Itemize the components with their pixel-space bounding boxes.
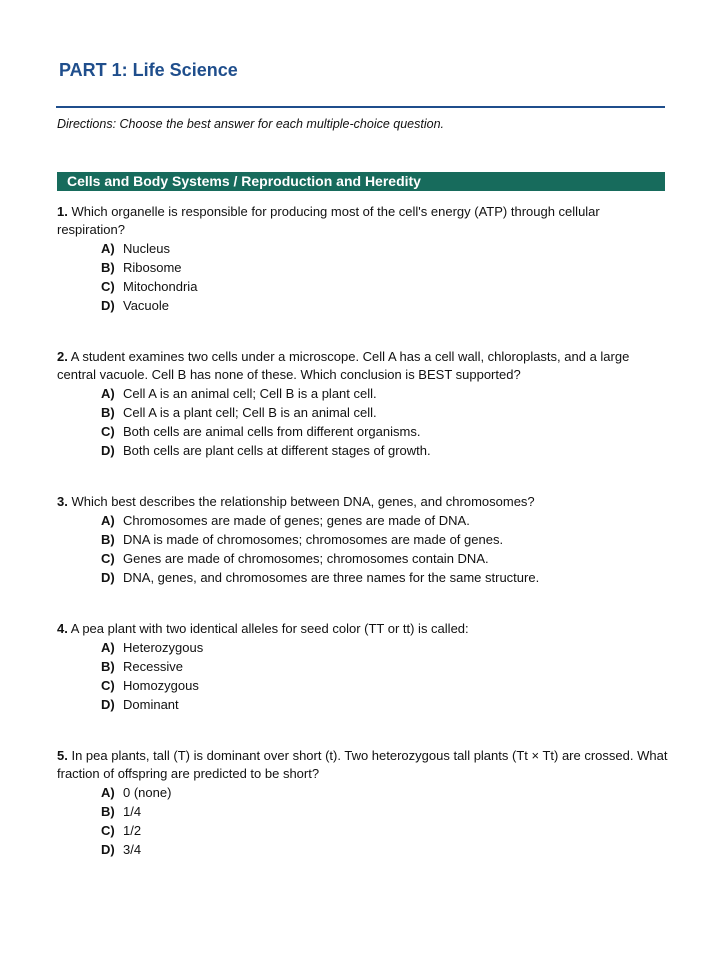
answer-option[interactable]	[101, 638, 669, 657]
section-header: Cells and Body Systems / Reproduction and Heredity	[57, 172, 665, 191]
question-stem	[57, 493, 669, 511]
question-4	[57, 620, 669, 714]
option-text: Heterozygous	[123, 640, 204, 655]
question-text: Which best describes the relationship between DNA, genes, and chromosomes?	[71, 494, 535, 509]
option-letter: D)	[101, 570, 115, 585]
option-text: Dominant	[123, 697, 179, 712]
answer-option[interactable]	[101, 676, 669, 695]
option-letter: A)	[101, 241, 115, 256]
option-text: Nucleus	[123, 241, 170, 256]
answer-option[interactable]	[101, 277, 669, 296]
question-text: A student examines two cells under a microscope. Cell A has a cell wall, chloroplasts, and a large central vacuole. Cell B has none of these. Which conclusion is BEST supported?	[57, 349, 630, 382]
option-text: Recessive	[123, 659, 183, 674]
answer-option[interactable]	[101, 296, 669, 315]
answer-options	[57, 638, 669, 714]
answer-option[interactable]	[101, 840, 669, 859]
option-letter: B)	[101, 405, 115, 420]
question-stem	[57, 747, 669, 783]
question-number: 4.	[57, 621, 68, 636]
question-text: In pea plants, tall (T) is dominant over short (t). Two heterozygous tall plants (Tt × Tt) are crossed. What fraction of offspring are predicted to be short?	[57, 748, 668, 781]
option-text: Genes are made of chromosomes; chromosomes contain DNA.	[123, 551, 489, 566]
question-list	[57, 203, 669, 859]
answer-options	[57, 511, 669, 587]
option-text: Mitochondria	[123, 279, 198, 294]
option-letter: B)	[101, 532, 115, 547]
part-title: PART 1: Life Science	[59, 60, 238, 80]
option-letter: D)	[101, 842, 115, 857]
question-stem	[57, 348, 669, 384]
option-text: 3/4	[123, 842, 142, 857]
option-letter: B)	[101, 260, 115, 275]
option-text: 1/2	[123, 823, 142, 838]
option-text: Both cells are plant cells at different stages of growth.	[123, 443, 431, 458]
option-text: Both cells are animal cells from different organisms.	[123, 424, 421, 439]
option-text: 0 (none)	[123, 785, 172, 800]
answer-option[interactable]	[101, 549, 669, 568]
question-number: 1.	[57, 204, 68, 219]
question-number: 5.	[57, 748, 68, 763]
option-letter: D)	[101, 298, 115, 313]
option-letter: B)	[101, 804, 115, 819]
answer-option[interactable]	[101, 239, 669, 258]
answer-option[interactable]	[101, 821, 669, 840]
question-1	[57, 203, 669, 315]
title-divider	[56, 106, 665, 108]
answer-options	[57, 783, 669, 859]
answer-option[interactable]	[101, 441, 669, 460]
question-2	[57, 348, 669, 460]
option-text: Vacuole	[123, 298, 170, 313]
answer-options	[57, 384, 669, 460]
question-stem	[57, 203, 669, 239]
option-letter: C)	[101, 551, 115, 566]
answer-option[interactable]	[101, 530, 669, 549]
answer-option[interactable]	[101, 422, 669, 441]
option-letter: D)	[101, 443, 115, 458]
question-3	[57, 493, 669, 587]
answer-option[interactable]	[101, 384, 669, 403]
answer-option[interactable]	[101, 568, 669, 587]
answer-options	[57, 239, 669, 315]
option-letter: D)	[101, 697, 115, 712]
option-letter: A)	[101, 513, 115, 528]
option-text: Homozygous	[123, 678, 199, 693]
option-text: Chromosomes are made of genes; genes are made of DNA.	[123, 513, 470, 528]
question-stem	[57, 620, 669, 638]
option-letter: A)	[101, 386, 115, 401]
option-letter: C)	[101, 424, 115, 439]
question-text: Which organelle is responsible for producing most of the cell's energy (ATP) through cellular respiration?	[57, 204, 600, 237]
answer-option[interactable]	[101, 802, 669, 821]
directions-text: Directions: Choose the best answer for each multiple-choice question.	[57, 117, 445, 131]
option-text: Cell A is a plant cell; Cell B is an animal cell.	[123, 405, 377, 420]
question-number: 3.	[57, 494, 68, 509]
answer-option[interactable]	[101, 695, 669, 714]
question-5	[57, 747, 669, 859]
option-text: DNA, genes, and chromosomes are three names for the same structure.	[123, 570, 540, 585]
option-letter: C)	[101, 678, 115, 693]
question-text: A pea plant with two identical alleles for seed color (TT or tt) is called:	[70, 621, 469, 636]
option-letter: B)	[101, 659, 115, 674]
answer-option[interactable]	[101, 657, 669, 676]
option-text: Cell A is an animal cell; Cell B is a plant cell.	[123, 386, 377, 401]
option-text: 1/4	[123, 804, 142, 819]
answer-option[interactable]	[101, 403, 669, 422]
answer-option[interactable]	[101, 783, 669, 802]
answer-option[interactable]	[101, 258, 669, 277]
question-number: 2.	[57, 349, 68, 364]
answer-option[interactable]	[101, 511, 669, 530]
option-letter: C)	[101, 279, 115, 294]
option-letter: A)	[101, 785, 115, 800]
option-text: DNA is made of chromosomes; chromosomes are made of genes.	[123, 532, 504, 547]
option-letter: A)	[101, 640, 115, 655]
option-letter: C)	[101, 823, 115, 838]
option-text: Ribosome	[123, 260, 182, 275]
